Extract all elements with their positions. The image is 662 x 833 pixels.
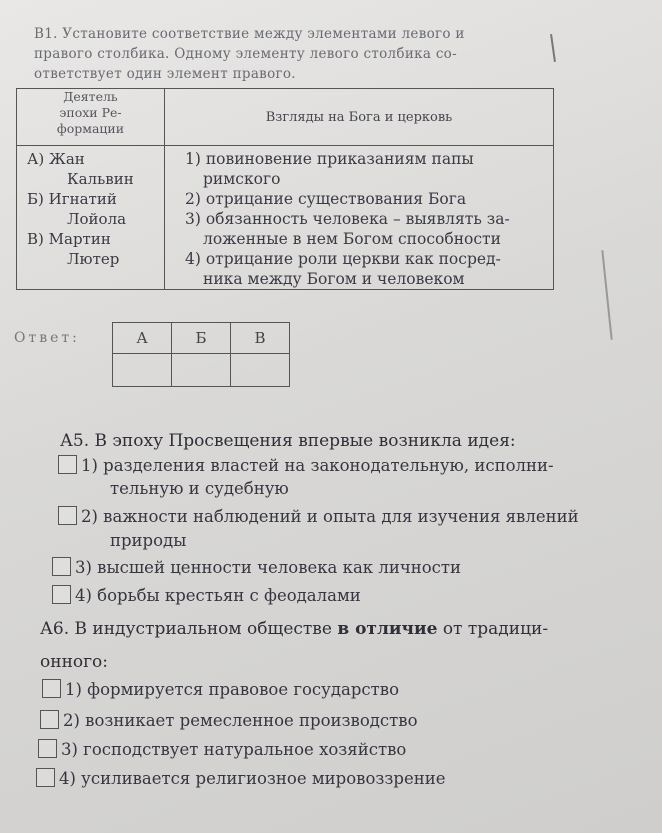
a6-option-1[interactable] [42,679,399,699]
answer-col-header: Б [172,323,231,354]
instruction-line: ответствует один элемент правого. [34,66,296,82]
a6-option-3[interactable] [38,739,406,759]
right-item-line: ложенные в нем Богом способности [203,230,501,248]
right-item-4 [185,249,547,289]
right-item-line: ника между Богом и человеком [203,270,465,288]
question-text: А6. В индустриальном обществе [40,619,338,639]
header-right: Взгляды на Бога и церковь [165,89,554,146]
checkbox[interactable] [40,710,59,729]
a5-option-1[interactable] [58,455,554,475]
right-item-line: 3) обязанность человека – выявлять за- [185,210,510,228]
right-item-line: римского [203,170,281,188]
task-b1-instructions [34,24,534,84]
left-item-v [27,229,160,269]
right-item-line: 1) повиновение приказаниям папы [185,150,474,168]
left-item-line: В) Мартин [27,230,111,248]
answer-label: Ответ: [14,330,80,346]
option-text: 2) важности наблюдений и опыта для изучения явлений [81,507,579,526]
checkbox[interactable] [38,739,57,758]
answer-cell-a[interactable] [113,354,172,387]
header-left [17,89,165,146]
a6-option-4[interactable] [36,768,445,788]
a5-option-3[interactable] [52,557,461,577]
left-item-line: Кальвин [67,170,134,188]
answer-cell-v[interactable] [231,354,290,387]
checkbox[interactable] [58,455,77,474]
option-text: 2) возникает ремесленное производство [63,711,418,730]
left-column [17,146,165,290]
header-left-line: Деятель [63,89,118,104]
instruction-line: правого столбика. Одному элементу левого столбика со- [34,46,457,62]
left-item-a [27,149,160,189]
question-text: от традици- [437,619,549,639]
option-text: 3) господствует натуральное хозяйство [61,740,407,759]
question-a5: А5. В эпоху Просвещения впервые возникла идея: [60,431,516,451]
right-item-2 [185,189,547,209]
checkbox[interactable] [52,585,71,604]
option-text: 1) формируется правовое государство [65,680,400,699]
instruction-line: В1. Установите соответствие между элементами левого и [34,26,465,42]
answer-grid [112,322,290,387]
option-text: 1) разделения властей на законодательную, исполни- [81,456,554,475]
right-item-1 [185,149,547,189]
right-column [165,146,554,290]
checkbox[interactable] [58,506,77,525]
a5-option-1-cont: тельную и судебную [110,479,289,498]
a5-option-2[interactable] [58,506,579,526]
a6-option-2[interactable] [40,710,418,730]
a5-option-2-cont: природы [110,531,187,550]
header-left-line: формации [56,121,125,136]
pen-mark [550,34,556,62]
left-item-line: Лойола [67,210,127,228]
left-item-b [27,189,160,229]
option-text: 3) высшей ценности человека как личности [75,558,462,577]
option-text: 4) усиливается религиозное мировоззрение [59,769,446,788]
right-item-line: 2) отрицание существования Бога [185,190,467,208]
header-left-line: эпохи Ре- [59,105,122,120]
checkbox[interactable] [52,557,71,576]
left-item-line: Лютер [67,250,120,268]
checkbox[interactable] [42,679,61,698]
matching-table [16,88,554,290]
question-a6 [40,619,548,639]
right-item-line: 4) отрицание роли церкви как посред- [185,250,501,268]
a5-option-4[interactable] [52,585,361,605]
answer-col-header: А [113,323,172,354]
option-text: 4) борьбы крестьян с феодалами [75,586,361,605]
left-item-line: А) Жан [27,150,85,168]
right-item-3 [185,209,547,249]
question-a6-cont: онного: [40,652,108,672]
checkbox[interactable] [36,768,55,787]
pen-mark [601,250,612,340]
question-emphasis: в отличие [337,619,438,639]
left-item-line: Б) Игнатий [27,190,117,208]
answer-col-header: В [231,323,290,354]
answer-cell-b[interactable] [172,354,231,387]
